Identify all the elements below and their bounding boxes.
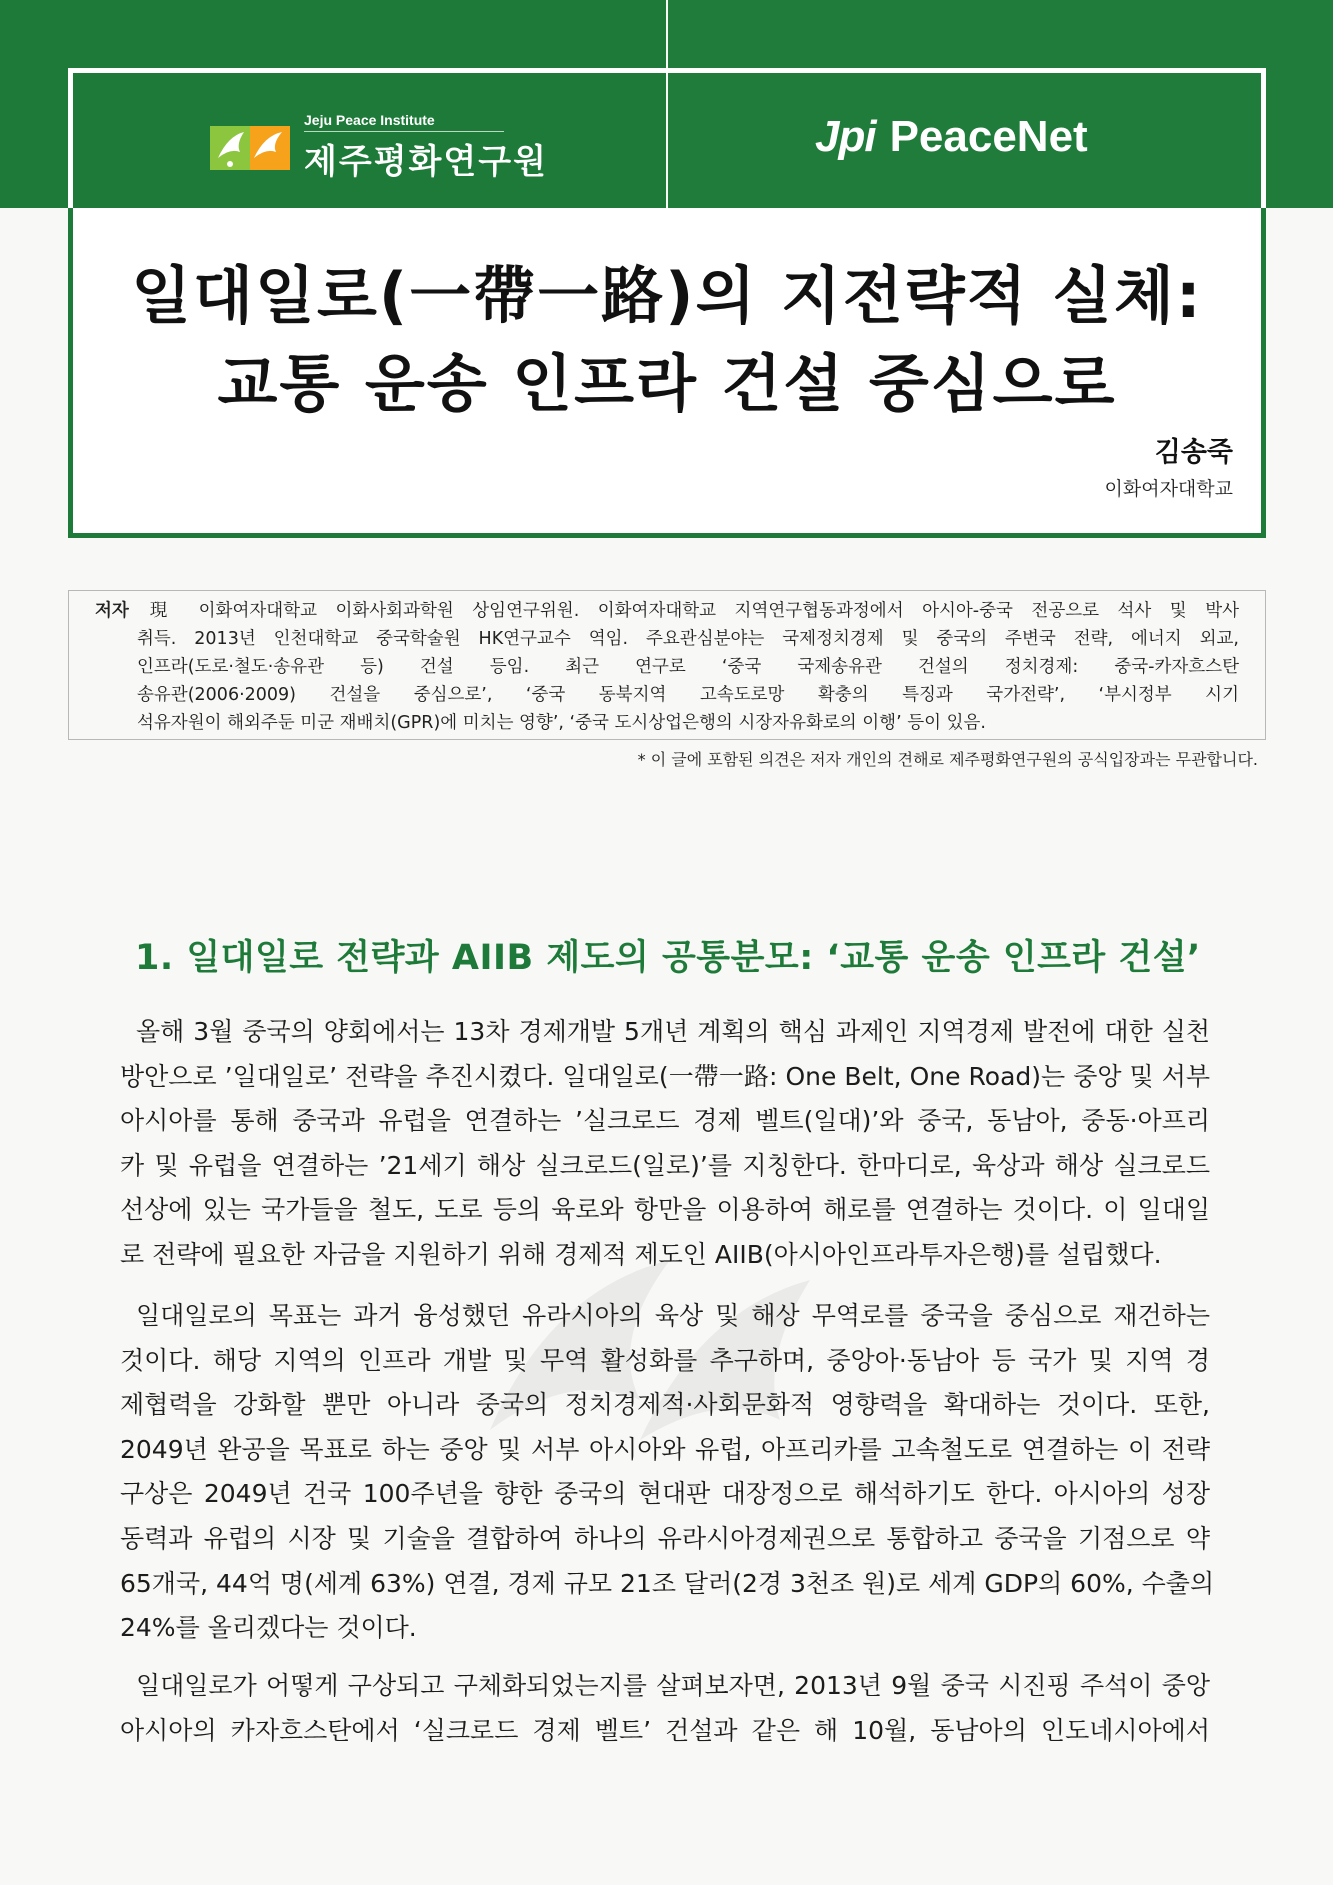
paragraph-2 (120, 1294, 1215, 1651)
bio-line: 송유관(2006·2009) 건설을 중심으로’, ‘중국 동북지역 고속도로망 확충의 특징과 국가전략’, ‘부시정부 시기 (137, 685, 1239, 705)
dove-logo-icon (210, 118, 294, 178)
paragraph-line: 것이다. 해당 지역의 인프라 개발 및 무역 활성화를 추구하며, 중앙아·동남아 등 국가 및 지역 경 (120, 1345, 1210, 1375)
paragraph-line: 선상에 있는 국가들을 철도, 도로 등의 육로와 항만을 이용하여 해로를 연결하는 것이다. 이 일대일 (120, 1195, 1210, 1225)
bio-text: 現 이화여자대학교 이화사회과학원 상임연구위원. 이화여자대학교 지역연구협동과정에서 아시아-중국 전공으로 석사 및 박사 (136, 601, 1239, 621)
paragraph-line: 일대일로가 어떻게 구상되고 구체화되었는지를 살펴보자면, 2013년 9월 중국 시진핑 주석이 중앙 (136, 1671, 1210, 1700)
bio-line: 석유자원이 해외주둔 미군 재배치(GPR)에 미치는 영향’, ‘중국 도시상업은행의 시장자유화로의 이행’ 등이 있음. (137, 713, 986, 733)
paragraph-line: 65개국, 44억 명(세계 63%) 연결, 경제 규모 21조 달러(2경 3천조 원)로 세계 GDP의 60%, 수출의 (120, 1568, 1215, 1598)
paragraph-line: 제협력을 강화할 뿐만 아니라 중국의 정치경제적·사회문화적 영향력을 확대하는 것이다. 또한, (120, 1390, 1210, 1420)
bio-tag: 저자 (95, 601, 129, 621)
jeju-peace-institute-logo (210, 112, 548, 183)
author-affiliation: 이화여자대학교 (1104, 478, 1233, 500)
bio-line: 취득. 2013년 인천대학교 중국학술원 HK연구교수 역임. 주요관심분야는 국제정치경제 및 중국의 주변국 전략, 에너지 외교, (137, 629, 1239, 649)
paragraph-3 (120, 1664, 1210, 1753)
series-name: PeaceNet (889, 112, 1088, 161)
page-title-line1: 일대일로(一帶一路)의 지전략적 실체: (131, 259, 1203, 332)
paragraph-line: 카 및 유럽을 연결하는 ’21세기 해상 실크로드(일로)’를 지칭한다. 한마디로, 육상과 해상 실크로드 (120, 1150, 1210, 1180)
institute-name-en: Jeju Peace Institute (304, 112, 504, 132)
bio-line (95, 597, 1239, 625)
bio-line: 인프라(도로·철도·송유관 등) 건설 등임. 최근 연구로 ‘중국 국제송유관 건설의 정치경제: 중국-카자흐스탄 (137, 657, 1239, 677)
paragraph-line: 동력과 유럽의 시장 및 기술을 결합하여 하나의 유라시아경제권으로 통합하고 중국을 기점으로 약 (120, 1523, 1210, 1553)
paragraph-line: 로 전략에 필요한 자금을 지원하기 위해 경제적 제도인 AIIB(아시아인프라투자은행)를 설립했다. (120, 1239, 1162, 1269)
paragraph-line: 올해 3월 중국의 양회에서는 13차 경제개발 5개년 계획의 핵심 과제인 지역경제 발전에 대한 실천 (136, 1017, 1211, 1046)
paragraph-line: 2049년 완공을 목표로 하는 중앙 및 서부 아시아와 유럽, 아프리카를 고속철도로 연결하는 이 전략 (120, 1434, 1210, 1464)
paragraph-line: 일대일로의 목표는 과거 융성했던 유라시아의 육상 및 해상 무역로를 중국을 중심으로 재건하는 (136, 1301, 1210, 1330)
paragraph-1 (120, 1010, 1210, 1278)
peacenet-logo (815, 112, 1088, 162)
author-name: 김송죽 (1154, 437, 1233, 468)
paragraph-line: 방안으로 ’일대일로’ 전략을 추진시켰다. 일대일로(一帶一路: One Belt, One Road)는 중앙 및 서부 (120, 1061, 1210, 1091)
page-title-line2: 교통 운송 인프라 건설 중심으로 (217, 347, 1117, 420)
section-heading: 1. 일대일로 전략과 AIIB 제도의 공통분모: ‘교통 운송 인프라 건설’ (135, 938, 1201, 978)
jpi-mark: Jpi (815, 112, 876, 161)
author-bio-box (68, 590, 1266, 740)
paragraph-line: 24%를 올리겠다는 것이다. (120, 1613, 417, 1643)
paragraph-line: 구상은 2049년 건국 100주년을 향한 중국의 현대판 대장정으로 해석하기도 한다. 아시아의 성장 (120, 1479, 1210, 1509)
paragraph-line: 아시아의 카자흐스탄에서 ‘실크로드 경제 벨트’ 건설과 같은 해 10월, 동남아의 인도네시아에서 (120, 1715, 1210, 1745)
disclaimer-note: * 이 글에 포함된 의견은 저자 개인의 견해로 제주평화연구원의 공식입장과는 무관합니다. (637, 750, 1258, 769)
paragraph-line: 아시아를 통해 중국과 유럽을 연결하는 ’실크로드 경제 벨트(일대)’와 중국, 동남아, 중동·아프리 (120, 1106, 1210, 1136)
institute-name-ko: 제주평화연구원 (304, 142, 548, 182)
